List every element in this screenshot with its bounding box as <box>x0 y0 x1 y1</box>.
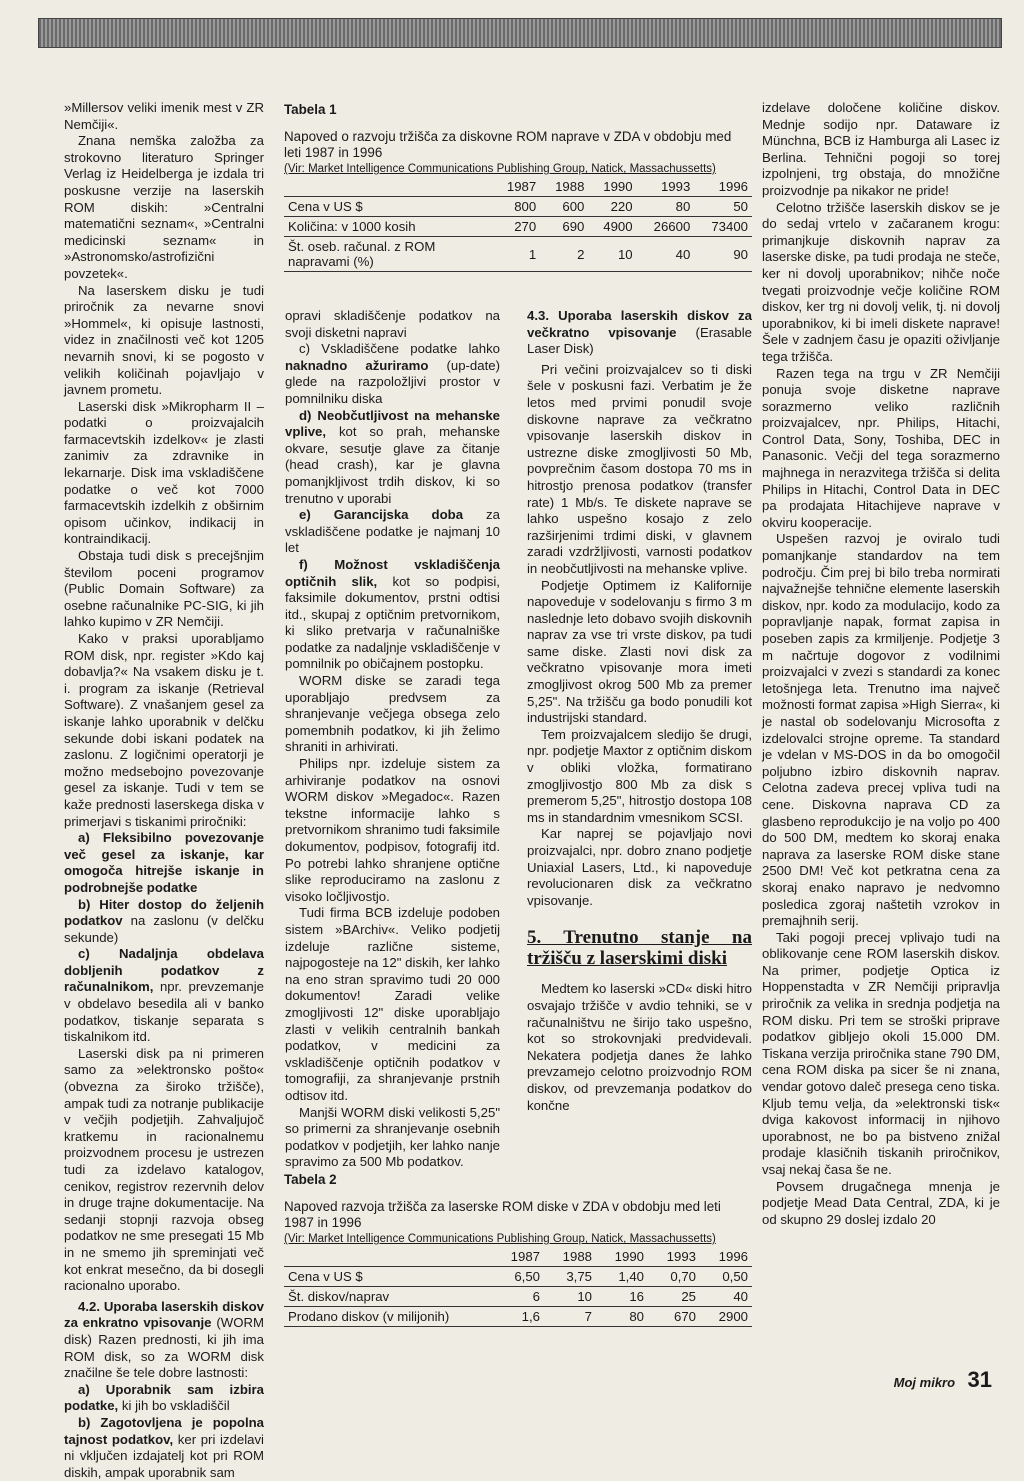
table-cell: 800 <box>492 197 540 217</box>
table-cell: 1 <box>492 237 540 272</box>
table-row <box>284 177 752 197</box>
table-cell: 1988 <box>544 1247 596 1267</box>
paragraph: Obstaja tudi disk s precejšnjim številom poceni programov (Public Domain Software) za osebne računalnike PC-SIG, ki jih lahko kupimo v ZR Nemčiji. <box>64 548 264 630</box>
list-item <box>64 946 264 1046</box>
list-item <box>285 408 500 508</box>
list-item-head: b) Hiter dostop do željenih podatkov <box>64 896 264 929</box>
table-cell: 1987 <box>492 177 540 197</box>
table-cell: 1990 <box>588 177 636 197</box>
section-4-3 <box>527 308 752 358</box>
table-cell: 2 <box>540 237 588 272</box>
table-cell: 80 <box>596 1307 648 1327</box>
list-item-text: ki jih bo vskladiščil <box>121 1398 230 1414</box>
list-item-head: f) Možnost vskladiščenja optičnih slik, <box>285 556 500 589</box>
table-cell: 1990 <box>596 1247 648 1267</box>
table-cell: 0,70 <box>648 1267 700 1287</box>
paragraph: Tem proizvajalcem sledijo še drugi, npr. podjetje Maxtor z optičnim diskom v obliki vložka, formatirano zmogljivostjo 800 Mb za disk s premerom 5,25", hitrostjo dostopa 108 ms in standardnim vmesnikom SCSI. <box>527 726 752 825</box>
page-footer <box>894 1367 992 1393</box>
table-cell: 1,6 <box>492 1307 544 1327</box>
table-cell: 690 <box>540 217 588 237</box>
table-cell: 73400 <box>694 217 752 237</box>
paragraph: Uspešen razvoj je oviralo tudi pomanjkanje standardov na tem področju. Čim prej bi bilo treba normirati najvažnejše tehnične elemente laserskih diskov, npr. kodo za modulacijo, kodo za popravljanje napak, format zapisa in poseben zapis za krmiljenje. Podjetje 3 m načrtuje dogovor z vodilnimi proizvajalci v zvezi s standardi za konec letošnjega leta. Trenutno ima največ možnosti format zapisa »High Sierra«, ki je nastal ob sodelovanju Microsofta z izdelovalci strojne opreme. Ta standard je vdelan v MS-DOS in da bo omogočil poljubno izbiro diskovnih naprav. Celotna zadeva precej vpliva tudi na cene. Diskovna naprava CD za glasbeno reprodukcijo je na voljo po 400 do 500 DM, medtem ko skoraj enaka naprava za laserske ROM diske stane 2500 DM! Več kot petkratna cena za skoraj enako napravo je nedvomno posledica zgoraj naštetih vzrokov in premajhnih serij. <box>762 531 1000 929</box>
table-1-grid <box>284 177 752 272</box>
list-item <box>285 557 500 673</box>
list-item <box>64 897 264 947</box>
magazine-name: Moj mikro <box>893 1375 956 1390</box>
list-item-head: c) Nadaljnja obdelava dobljenih podatkov z računalnikom, <box>64 946 264 995</box>
list-item-text: c) Vskladiščene podatke lahko <box>299 341 500 357</box>
table-cell: Cena v US $ <box>284 197 492 217</box>
column-2 <box>285 308 500 1171</box>
paragraph: Pri večini proizvajalcev so ti diski šele v poskusni fazi. Verbatim je že letos med prvimi ponudil svoje diskovne naprave za večkratno vpisovanje laserskih diskov in ustrezne diske zmogljivosti 50 Mb, povprečnim časom dostopa 70 ms in hitrostjo prenosa podatkov (transfer rate) 1 Mb/s. Te diskete naprave se lahko uspešno kosajo z zelo razširjenimi trdimi diski, v glavnem zaradi vzdržljivosti, varnosti podatkov in neobčutljivosti na mehanske vplive. <box>527 361 752 576</box>
paragraph: Celotno tržišče laserskih diskov se je do sedaj vrtelo v začaranem krogu: primanjkuje diskovnih naprav za laserske diske, pa tudi prodaja ne steče, ker ni dovolj uporabnikov; nihče noče tvegati proizvodnje večje količine ROM diskov, ker trg ni dovolj velik, tj. ni dovolj uporabnikov, ki bi imeli diskete naprave! Šele v zadnjem času je opaziti oživljanje tega tržišča. <box>762 199 1000 364</box>
table-cell: 16 <box>596 1287 648 1307</box>
list-item-head: d) Neobčutljivost na mehanske vplive, <box>285 407 500 440</box>
list-item-text: npr. prevzemanje v obdelavo besedila ali v banko podatkov, tiskanje separata s tiskalnikom itd. <box>64 979 264 1045</box>
table-cell: 40 <box>637 237 695 272</box>
table-cell: Št. oseb. računal. z ROM napravami (%) <box>284 237 492 272</box>
paragraph: opravi skladiščenje podatkov na svoji disketni napravi <box>285 308 500 340</box>
table-1-source: (Vir: Market Intelligence Communications Publishing Group, Natick, Massachussetts) <box>284 163 716 175</box>
table-cell: 3,75 <box>544 1267 596 1287</box>
table-cell: 6,50 <box>492 1267 544 1287</box>
table-cell: 220 <box>588 197 636 217</box>
list-item <box>64 1415 264 1481</box>
table-row <box>284 197 752 217</box>
paragraph: Medtem ko laserski »CD« diski hitro osvajajo tržišče v avdio tehniki, se v računalništvu ne širijo tako uspešno, kot so strokovnjaki predvidevali. Nekatera podjetja danes že lahko prevzamejo celotno proizvodnjo ROM diskov, od prevzemanja podatkov do končne <box>527 981 752 1113</box>
list-item-text: (up-date) glede na razpoložljivi prostor v pomnilniku diska <box>285 357 500 406</box>
table-2-source: (Vir: Market Intelligence Communications Publishing Group, Natick, Massachussetts) <box>284 1233 716 1245</box>
table-cell: 25 <box>648 1287 700 1307</box>
table-cell: 1996 <box>694 177 752 197</box>
list-item <box>64 1382 264 1415</box>
paragraph: Tudi firma BCB izdeluje podoben sistem »BArchiv«. Veliko podjetij izdeluje različne sisteme, najpogosteje na 12" diskih, ker lahko na eno stran spravimo tudi 20 000 dokumentov! Zaradi velike zmogljivosti 12" diske uporabljajo zlasti v velikih centralnih bankah podatkov, v medicini za vskladiščenje optičnih podatkov v tomografiji, za shranjevanje prstnih odtisov itd. <box>285 905 500 1103</box>
paragraph: Taki pogoji precej vplivajo tudi na oblikovanje cene ROM laserskih diskov. Na primer, podjetje Optica iz Hoppenstadta v ZR Nemčiji pripravlja priročnik za velika in srednja podjetja na ROM disku. Pri tem se stroški priprave podatkov gibljejo okoli 15.000 DM. Tiskana verzija priročnika stane 790 DM, cena ROM diska pa sicer še ni znana, vendar gotovo daleč presega ceno tiska. Kljub temu velja, da »elektronski tisk« dviga kakovost informacij in njihovo uporabnost, ne bo pa bistveno znižal prodaje klasičnih tiskanih priročnikov, vsaj nekaj časa še ne. <box>762 929 1000 1177</box>
table-row <box>284 237 752 272</box>
table-cell: 600 <box>540 197 588 217</box>
list-item-head: a) Fleksibilno povezovanje več gesel za iskanje, kar omogoča hitrejše iskanje in podrobnejše podatke <box>64 830 264 895</box>
table-cell: 670 <box>648 1307 700 1327</box>
list-item-text: na zaslonu (v delčku sekunde) <box>64 913 264 945</box>
table-cell: 1996 <box>700 1247 752 1267</box>
page-number: 31 <box>967 1367 992 1392</box>
paragraph: Razen tega na trgu v ZR Nemčiji ponuja svoje disketne naprave sorazmerno veliko različnih proizvajalcev, npr. Philips, Hitachi, Control Data, Sony, Toshiba, DEC in Panasonic. Večji del tega sorazmerno majhnega in nerazvitega tržišča si delita Philips in Hitachi, Control Data in DEC pa prodajata Hitachijeve naprave v okviru kooperacije. <box>762 365 1000 530</box>
table-cell: Prodano diskov (v milijonih) <box>284 1307 492 1327</box>
table-cell: Cena v US $ <box>284 1267 492 1287</box>
paragraph: Kako v praksi uporabljamo ROM disk, npr. register »Kdo kaj dobavlja?« Na vsakem disku je t. i. program za iskanje (Retrieval Software). Z vnašanjem gesel za iskanje lahko uporabnik v delčku sekunde dobi iskani podatek na zaslonu. Z logičnimi operatorji je možno medsebojno povezovanje gesel za iskanje. Tudi v tem se kaže prednosti laserskega diska v primerjavi s tiskanimi priročniki: <box>64 631 264 829</box>
paragraph: izdelave določene količine diskov. Mednje sodijo npr. Dataware iz Münchna, BCB iz Hamburga ali Lasec iz Berlina. Tehnični pogoji so torej izpolnjeni, trg obstaja, do množične proizvodnje pa nikakor ne pride! <box>762 100 1000 198</box>
section-text: (Erasable Laser Disk) <box>527 324 752 357</box>
paragraph: Podjetje Optimem iz Kalifornije napoveduje v sodelovanju s firmo 3 m naslednje leto dobavo svojih diskovnih naprav za vse tri vrste diskov, pa tudi same diske. Zlasti novi disk za večkratno vpisovanje mora imeti zmogljivost okrog 500 Mb za premer 5,25". Na tržišču ga bodo ponudili kot industrijski standard. <box>527 577 752 726</box>
paragraph: Povsem drugačnega mnenja je podjetje Mead Data Central, ZDA, ki je od skupno 29 doslej izdalo 20 <box>762 1178 1000 1227</box>
list-item <box>64 830 264 896</box>
list-item-text: ker pri izdelavi ni vključen izdajatelj kot pri ROM diskih, ampak uporabnik sam <box>64 1431 264 1480</box>
table-cell: 6 <box>492 1287 544 1307</box>
table-cell: 26600 <box>637 217 695 237</box>
list-item-text: kot so podpisi, faksimile dokumentov, prstni odtisi itd., skupaj z optičnim pretvornikom, ki sliko pretvarja v računalniške podatke za nadaljnje vskladiščenje v pomnilnik po običajnem postopku. <box>285 573 500 672</box>
paragraph: Znana nemška založba za strokovno literaturo Springer Verlag iz Heidelberga je izdala tri poskusne verzije na laserskih ROM diskih: »Centralni matematični seznam«, »Centralni medicinski seznam« in »Astronomsko/astrofizični povzetek«. <box>64 133 264 281</box>
table-cell: Št. diskov/naprav <box>284 1287 492 1307</box>
table-cell: Količina: v 1000 kosih <box>284 217 492 237</box>
table-1 <box>284 102 752 272</box>
paragraph: Philips npr. izdeluje sistem za arhiviranje podatkov na osnovi WORM diskov »Megadoc«. Razen tekstne informacije lahko s pretvornikom shranimo tudi faksimile dokumentov, podpisov, fotografij itd. Po potrebi lahko shranjene optične slike reproduciramo na zaslonu z visoko ločljivostjo. <box>285 756 500 904</box>
table-cell: 50 <box>694 197 752 217</box>
table-cell: 1,40 <box>596 1267 648 1287</box>
table-2-grid <box>284 1247 752 1327</box>
section-heading: 4.2. Uporaba laserskih diskov za enkratno vpisovanje <box>64 1298 264 1331</box>
paragraph: Laserski disk pa ni primeren samo za »elektronsko pošto« (obvezna za široko tržišče), ampak tudi za notranje publikacije v večjih podjetjih. Zahvaljujoč kratkemu in racionalnemu proizvodnem procesu je ustrezen tudi za izdelavo katalogov, cenikov, registrov rezervnih delov in druge trajne dokumentacije. Na sedanji stopnji razvoja obseg podatkov ne sme presegati 15 Mb in ne smemo jih spreminjati več kot enkrat mesečno, da bi dosegli racionalno uporabo. <box>64 1045 264 1294</box>
table-cell: 2900 <box>700 1307 752 1327</box>
table-cell: 90 <box>694 237 752 272</box>
table-cell: 1993 <box>637 177 695 197</box>
header-band <box>38 18 1002 48</box>
table-cell: 10 <box>544 1287 596 1307</box>
section-heading: 4.3. Uporaba laserskih diskov za večkratno vpisovanje <box>527 308 752 340</box>
paragraph: Kar naprej se pojavljajo novi proizvajalci, npr. dobro znano podjetje Uniaxial Lasers, Ltd., ki napoveduje revolucionaren disk za večkratno vpisovanje. <box>527 826 752 908</box>
column-4 <box>762 100 1000 1228</box>
paragraph: WORM diske se zaradi tega uporabljajo predvsem za shranjevanje večjega obsega zelo pomembnih podatkov, ki jih želimo shraniti in arhivirati. <box>285 673 500 755</box>
table-cell: 40 <box>700 1287 752 1307</box>
column-3 <box>527 308 752 1114</box>
paragraph: Manjši WORM diski velikosti 5,25" so primerni za shranjevanje osebnih podatkov v podjetjih, ker lahko nanje spravimo za 500 Mb podatkov. <box>285 1104 500 1170</box>
paragraph: »Millersov veliki imenik mest v ZR Nemčiji«. <box>64 100 264 132</box>
list-item-head: b) Zagotovljena je popolna tajnost podatkov, <box>64 1414 264 1447</box>
list-item-head: a) Uporabnik sam izbira podatke, <box>64 1381 264 1414</box>
table-cell: 1987 <box>492 1247 544 1267</box>
table-cell: 10 <box>588 237 636 272</box>
list-item-head: naknadno ažuriramo <box>285 357 429 373</box>
list-item-text: za vskladiščene podatke je najmanj 10 let <box>285 507 500 556</box>
table-cell: 4900 <box>588 217 636 237</box>
table-row <box>284 217 752 237</box>
table-row <box>284 1307 752 1327</box>
list-item-head: e) Garancijska doba <box>299 507 464 523</box>
table-1-desc: Napoved o razvoju tržišča za diskovne ROM naprave v ZDA v obdobju med leti 1987 in 1996 <box>284 129 732 160</box>
list-item <box>285 341 500 407</box>
table-row <box>284 1267 752 1287</box>
paragraph: Na laserskem disku je tudi priročnik za nevarne snovi »Hommel«, ki opisuje lastnosti, videz in značilnosti več kot 1205 nevarnih snovi, ki se pogosto v velikih količinah pojavljajo v javnem prometu. <box>64 282 264 398</box>
table-cell: 0,50 <box>700 1267 752 1287</box>
table-row <box>284 1247 752 1267</box>
column-1 <box>64 100 264 1481</box>
table-2-desc: Napoved razvoja tržišča za laserske ROM diske v ZDA v obdobju med leti 1987 in 1996 <box>284 1199 721 1230</box>
table-cell: 1988 <box>540 177 588 197</box>
paragraph: Laserski disk »Mikropharm II – podatki o proizvajalcih farmacevtskih izdelkov« je zlasti zanimiv za zdravnike in lekarnarje. Disk ima vskladiščene podatke o več kot 7000 farmacevtskih izdelkih z obširnim opisom učinkov, indikacij in kontraindikacij. <box>64 398 264 547</box>
table-2-caption: Tabela 2 <box>284 1172 337 1187</box>
table-row <box>284 1287 752 1307</box>
table-cell: 80 <box>637 197 695 217</box>
table-cell: 1993 <box>648 1247 700 1267</box>
table-cell: 270 <box>492 217 540 237</box>
list-item-text: kot so prah, mehanske okvare, sesutje glave za čitanje (head crash), kar je glavna pomanjkljivost trdih diskov, ki so trenutno v uporabi <box>285 424 500 506</box>
section-text: (WORM disk) Razen prednosti, ki jih ima ROM disk, so za WORM disk značilne še tele dobre lastnosti: <box>64 1315 264 1381</box>
table-2 <box>284 1172 752 1327</box>
table-1-caption: Tabela 1 <box>284 102 337 117</box>
section-4-2 <box>64 1299 264 1382</box>
table-cell: 7 <box>544 1307 596 1327</box>
list-item <box>285 507 500 557</box>
section-5-heading: 5. Trenutno stanje na tržišču z laserskimi diski <box>527 927 752 970</box>
